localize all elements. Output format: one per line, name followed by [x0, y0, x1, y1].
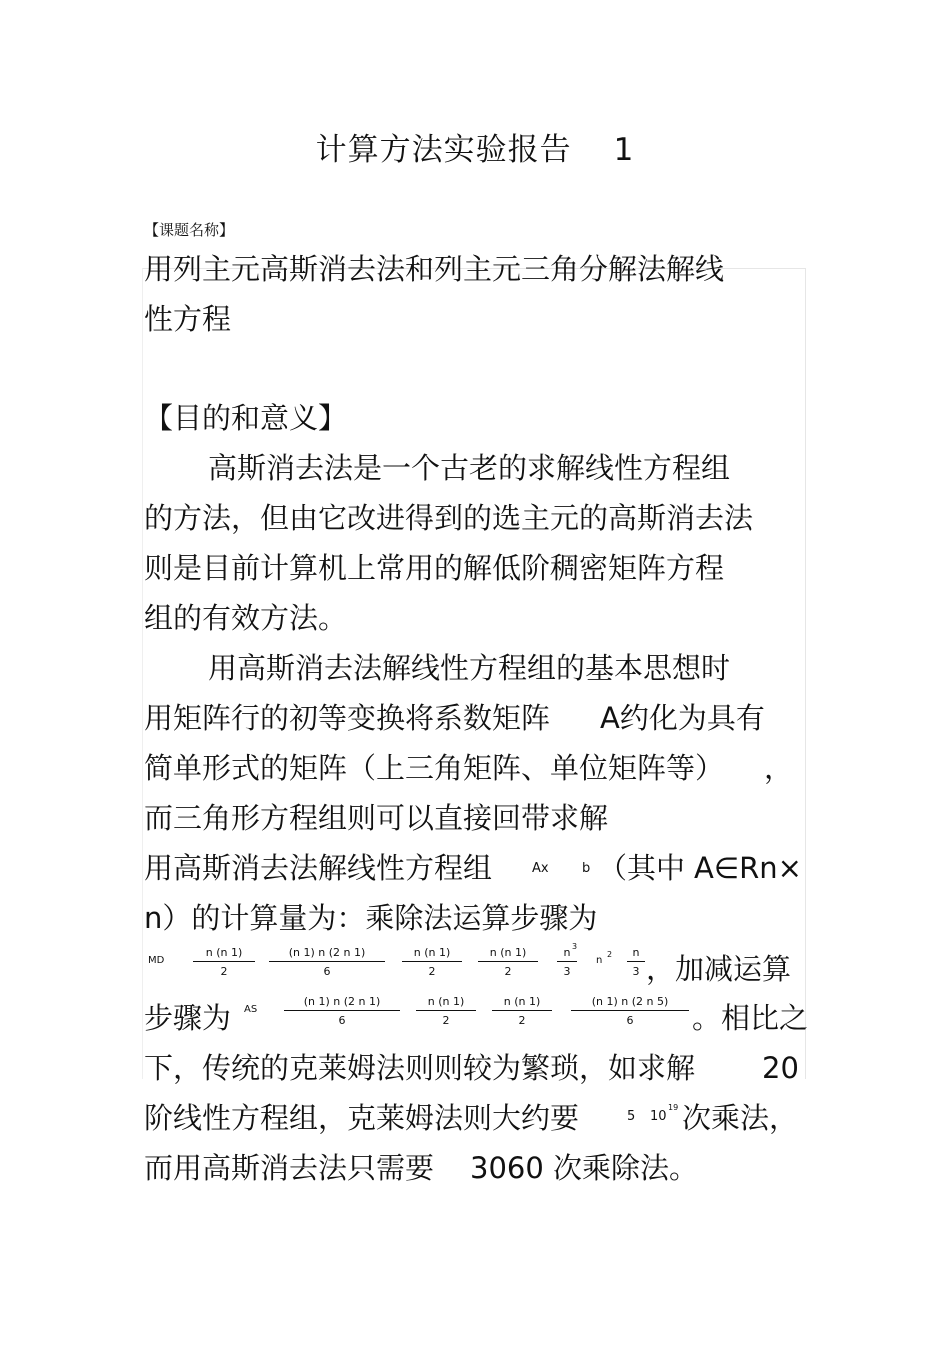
formula-fraction: n 3: [627, 946, 645, 978]
paragraph-line: 而三角形方程组则可以直接回带求解: [144, 801, 609, 835]
formula-as-label: AS: [244, 1004, 258, 1015]
title-number: 1: [613, 132, 635, 168]
formula-b: b: [582, 861, 591, 876]
paragraph-line: 。相比之: [692, 1001, 809, 1035]
paragraph-line: 组的有效方法。: [144, 601, 348, 635]
topic-line-2: 性方程: [144, 302, 232, 336]
formula-fraction: (n 1) n (2 n 5) 6: [571, 995, 689, 1027]
formula-fraction: n (n 1) 2: [478, 946, 538, 978]
formula-fraction: n (n 1) 2: [402, 946, 462, 978]
formula-fraction: n (n 1) 2: [492, 995, 552, 1027]
title-text: 计算方法实验报告: [315, 132, 572, 168]
paragraph-line: 阶线性方程组，克莱姆法则大约要: [144, 1101, 580, 1135]
paragraph-line: 3060 次乘除法。: [470, 1151, 699, 1185]
formula-fraction: (n 1) n (2 n 1) 6: [284, 995, 400, 1027]
topic-line-1: 用列主元高斯消去法和列主元三角分解法解线: [144, 252, 725, 286]
topic-label: 【课题名称】: [144, 221, 235, 239]
paragraph-line: 次乘法，: [682, 1101, 799, 1135]
paragraph-line: 简单形式的矩阵（上三角矩阵、单位矩阵等）: [144, 751, 725, 785]
formula-fraction: n (n 1) 2: [416, 995, 476, 1027]
formula-md-label: MD: [148, 955, 165, 966]
formula-exponent: 2: [607, 950, 613, 959]
formula-fraction: n 3: [557, 946, 577, 978]
paragraph-line: 而用高斯消去法只需要: [144, 1151, 435, 1185]
purpose-heading: 【目的和意义】: [144, 401, 348, 435]
paragraph-line: 用矩阵行的初等变换将系数矩阵: [144, 701, 551, 735]
paragraph-line: 20: [762, 1051, 799, 1085]
formula-exponent: 3: [572, 942, 578, 951]
paragraph-line: 用高斯消去法解线性方程组: [144, 851, 493, 885]
paragraph-line: 下，传统的克莱姆法则则较为繁琐，如求解: [144, 1051, 696, 1085]
formula-ten: 10: [650, 1109, 667, 1124]
paragraph-line: A∈Rn×: [694, 851, 802, 885]
formula-n: n: [596, 955, 603, 966]
formula-fraction: (n 1) n (2 n 1) 6: [269, 946, 385, 978]
paragraph-line: 步骤为: [144, 1001, 232, 1035]
paragraph-line: ，加减运算: [646, 952, 792, 986]
formula-five: 5: [627, 1109, 636, 1124]
paragraph-line: 高斯消去法是一个古老的求解线性方程组: [208, 451, 731, 485]
formula-exponent: 19: [668, 1103, 679, 1112]
paragraph-line: 用高斯消去法解线性方程组的基本思想时: [208, 651, 731, 685]
page-title: [0, 124, 950, 169]
paragraph-line: 的方法，但由它改进得到的选主元的高斯消去法: [144, 501, 754, 535]
formula-ax: Ax: [532, 861, 549, 876]
paragraph-line: n）的计算量为：乘除法运算步骤为: [144, 901, 598, 935]
paragraph-line: （其中: [598, 851, 686, 885]
formula-fraction: n (n 1) 2: [193, 946, 255, 978]
paragraph-line: 则是目前计算机上常用的解低阶稠密矩阵方程: [144, 551, 725, 585]
paragraph-line: A约化为具有: [600, 701, 765, 735]
paragraph-line: ，: [764, 751, 794, 785]
